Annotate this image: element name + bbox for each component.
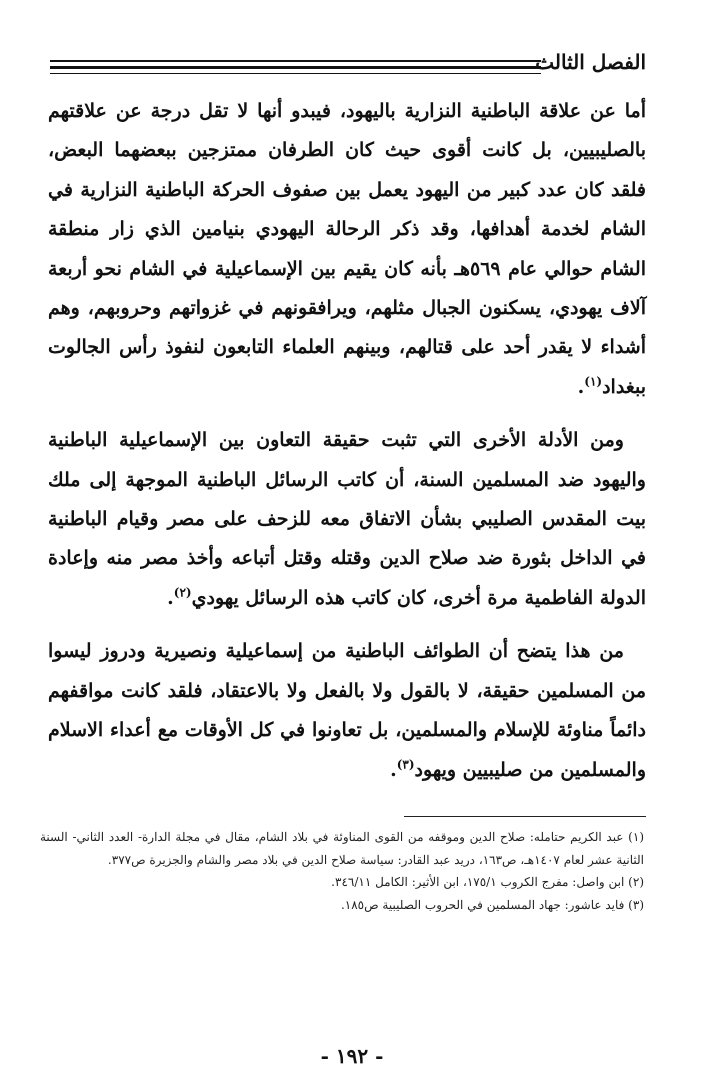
header-rule xyxy=(50,73,541,74)
footnote: (٢) ابن واصل: مفرج الكروب ١٧٥/١، ابن الأثير: الكامل ٣٤٦/١١. xyxy=(331,875,644,889)
header-rule xyxy=(50,66,541,69)
paragraph-text: أما عن علاقة الباطنية النزارية باليهود، فيبدو أنها لا تقل درجة عن علاقتهم بالصليبيين، بل كانت أقوى حيث كان الطرفان ممتزجين ببعضهما البعض، فلقد كان عدد كبير من اليهود يعمل بين صفوف الحركة الباطنية النزارية في الشام لخدمة أهدافها، وقد ذكر الرحالة اليهودي بنيامين الذي زار منطقة الشام حوالي عام ٥٦٩هـ بأنه كان يقيم بين الإسماعيلية في الشام نحو أربعة آلاف يهودي، يسكنون الجبال مثلهم، ويرافقونهم في غزواتهم وحروبهم، وهم أشداء لا يقدر أحد على قتالهم، وبينهم العلماء التابعون لنفوذ رأس الجالوت ببغداد xyxy=(48,100,646,398)
paragraph-end: . xyxy=(390,758,397,781)
paragraph-end: . xyxy=(167,586,174,609)
page-number: - ١٩٢ - xyxy=(320,1044,384,1068)
footnote-marker[interactable]: (٢) xyxy=(173,585,192,600)
paragraph-text: من هذا يتضح أن الطوائف الباطنية من إسماعيلية ونصيرية ودروز ليسوا من المسلمين حقيقة، لا بالقول ولا بالفعل ولا بالاعتقاد، فلقد كانت مواقفهم دائماً مناوئة للإسلام والمسلمين، بل تعاونوا في كل الأوقات مع أعداء الاسلام والمسلمين من صليبيين ويهود xyxy=(48,640,646,781)
footnote-marker[interactable]: (٣) xyxy=(396,757,415,772)
main-text xyxy=(48,92,646,790)
paragraph-text: ومن الأدلة الأخرى التي تثبت حقيقة التعاون بين الإسماعيلية الباطنية واليهود ضد المسلمين السنة، أن كاتب الرسائل الباطنية الموجهة إلى ملك بيت المقدس الصليبي بشأن الاتفاق معه للزحف على مصر وقيام الباطنية في الداخل بثورة ضد صلاح الدين وقتله وقتل أتباعه وأخذ مصر منه وإعادة الدولة الفاطمية مرة أخرى، كان كاتب هذه الرسائل يهودي xyxy=(48,429,646,609)
chapter-title: الفصل الثالث xyxy=(535,50,646,74)
footnote-separator xyxy=(404,816,646,817)
header-rule xyxy=(50,60,541,62)
paragraph-end: . xyxy=(577,375,585,398)
footnote-marker[interactable]: (١) xyxy=(584,374,603,389)
footnote: (٣) فايد عاشور: جهاد المسلمين في الحروب الصليبية ص١٨٥. xyxy=(340,897,644,912)
paragraph xyxy=(48,421,646,618)
running-header xyxy=(50,50,646,90)
footnotes xyxy=(40,826,644,916)
paragraph xyxy=(48,92,646,407)
footnote: (١) عبد الكريم حتامله: صلاح الدين وموقفه من القوى المناوئة في بلاد الشام، مقال في مجلة الدارة- العدد الثاني- السنة الثانية عشر لعام ١٤٠٧هـ، ص١٦٣، دريد عبد القادر: سياسة صلاح الدين في بلاد مصر والشام والجزيرة ص٣٧٧. xyxy=(40,830,645,867)
paragraph xyxy=(48,632,646,790)
